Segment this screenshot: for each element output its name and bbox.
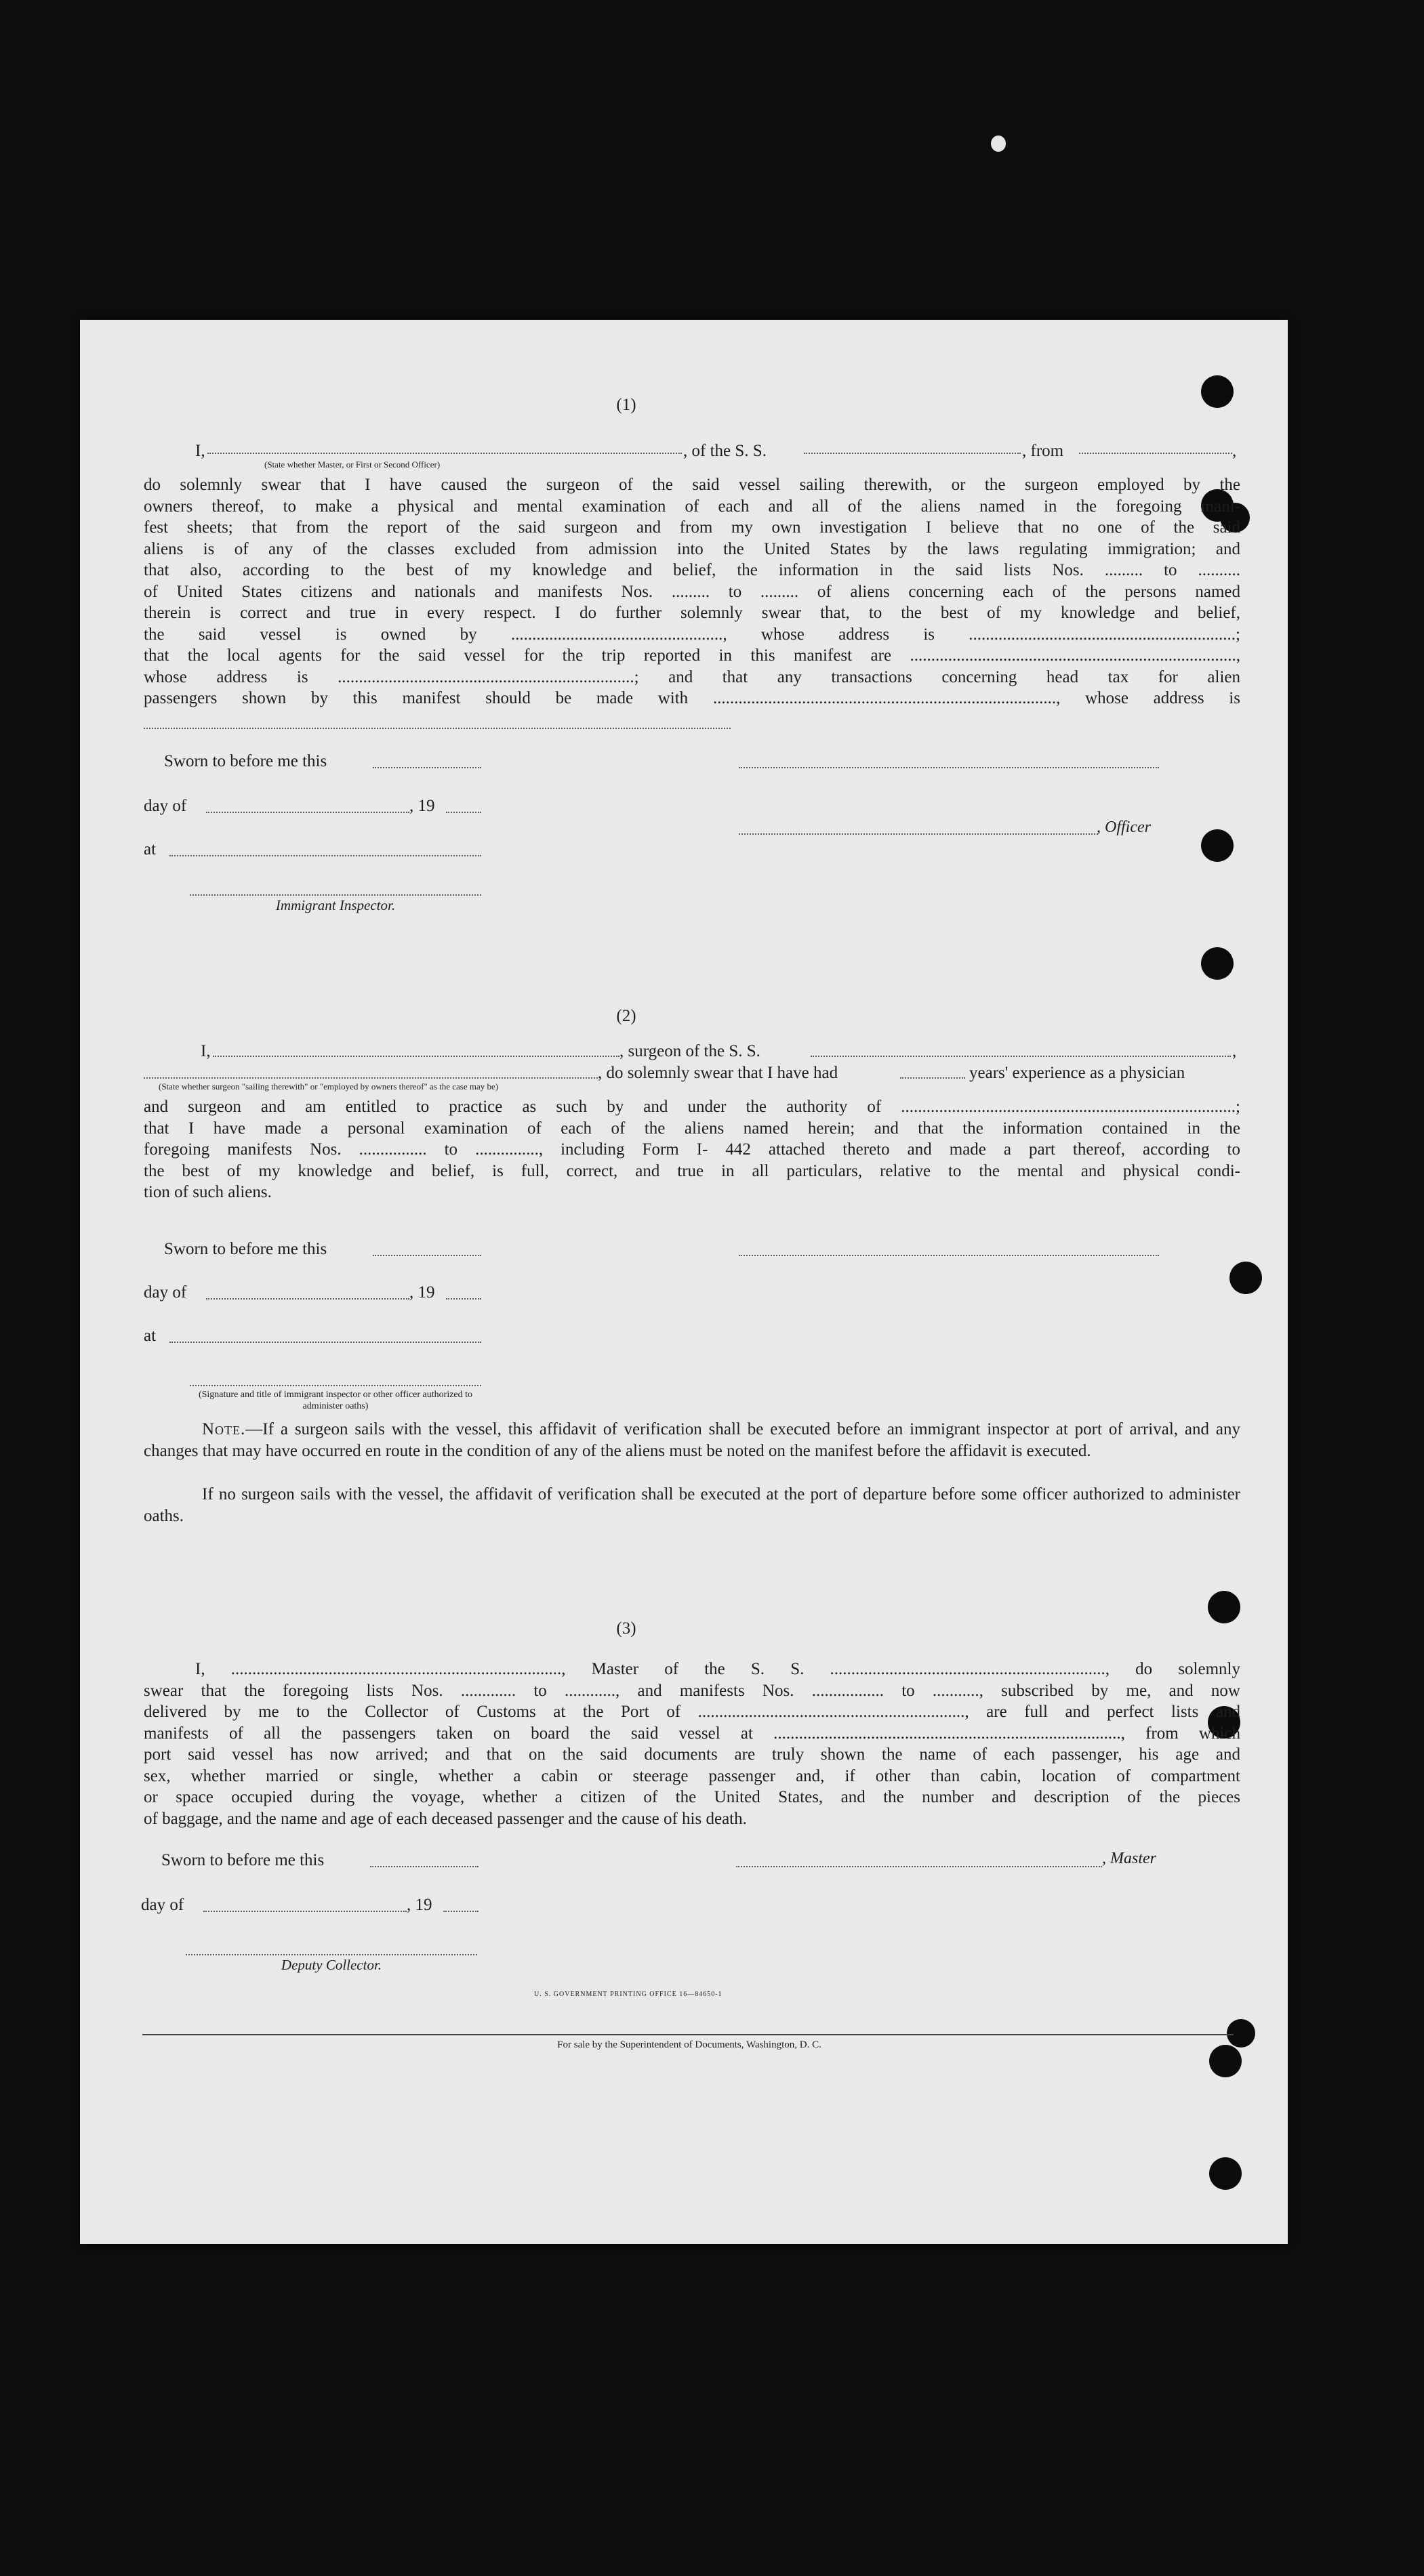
oath-line: passengers shown by this manifest should be made with ................................................................................., whose address is <box>144 689 1240 707</box>
of-the-ss-label: , of the S. S. <box>683 442 767 460</box>
punch-hole <box>1208 1591 1240 1623</box>
authorized-officer-signature-field[interactable] <box>190 1385 481 1386</box>
surgeon-status-field[interactable] <box>144 1077 598 1079</box>
oath-line: the best of my knowledge and belief, is full, correct, and true in all particulars, relative to the mental and physical condi- <box>144 1161 1240 1180</box>
day-of-field[interactable] <box>203 1911 407 1912</box>
surgeon-status-caption: (State whether surgeon "sailing therewith" or "employed by owners thereof" as the case may be) <box>159 1081 499 1092</box>
oath-line: owners thereof, to make a physical and mental examination of each and all of the aliens named in the foregoing mani- <box>144 497 1240 516</box>
punch-hole <box>1201 947 1234 980</box>
sworn-day-field[interactable] <box>373 767 481 768</box>
year-label: , 19 <box>407 1896 432 1914</box>
at-label: at <box>144 1327 157 1345</box>
section-3-oath-text <box>144 1659 1240 1829</box>
oath-line: therein is correct and true in every respect. I do further solemnly swear that, to the best of my knowledge and belief, <box>144 604 1240 622</box>
address-continuation-field[interactable] <box>144 728 731 729</box>
oath-line: fest sheets; that from the report of the said surgeon and from my own investigation I believe that no one of the said <box>144 518 1240 537</box>
deputy-collector-label: Deputy Collector. <box>281 1957 382 1973</box>
master-label: , Master <box>1102 1850 1156 1867</box>
section-1-i: I, <box>195 442 205 460</box>
at-label: at <box>144 840 157 858</box>
sworn-label: Sworn to before me this <box>164 752 327 770</box>
sworn-label: Sworn to before me this <box>164 1240 327 1258</box>
surgeon-note <box>144 1419 1240 1461</box>
year-field[interactable] <box>446 1298 481 1300</box>
oath-line: manifests of all the passengers taken on board the said vessel at .................................................................................., from which <box>144 1724 1240 1743</box>
day-of-label: day of <box>144 1283 187 1302</box>
oath-line: tion of such aliens. <box>144 1183 272 1201</box>
do-solemnly-label: , do solemnly swear that I have had <box>598 1064 838 1082</box>
note-text: —If a surgeon sails with the vessel, this affidavit of verification shall be executed before an immigrant inspector at port of arrival, and any changes that may have occurred en route in the condition of any of the aliens must be noted on the manifest before the affidavit is executed. <box>144 1420 1240 1460</box>
sworn-day-field[interactable] <box>370 1866 479 1867</box>
day-of-label: day of <box>141 1896 184 1914</box>
manifest-page <box>80 320 1288 2244</box>
section-3-number: (3) <box>616 1619 636 1638</box>
oath-line: whose address is ......................................................................; and that any transactions concerning head tax for alien <box>144 667 1240 686</box>
oath-line: that I have made a personal examination of each of the aliens named herein; and that the information contained in the <box>144 1119 1240 1138</box>
from-label: , from <box>1022 442 1064 460</box>
year-field[interactable] <box>446 812 481 813</box>
signature-caption: (Signature and title of immigrant inspector or other officer authorized to administer oaths) <box>198 1390 473 1411</box>
section-1-number: (1) <box>616 396 636 414</box>
immigrant-inspector-label: Immigrant Inspector. <box>275 897 396 913</box>
oath-line: sex, whether married or single, whether a cabin or steerage passenger and, if other than cabin, location of compartment <box>144 1766 1240 1785</box>
day-of-label: day of <box>144 797 187 815</box>
vessel-name-field[interactable] <box>804 453 1021 454</box>
oath-line: that the local agents for the said vessel for the trip reported in this manifest are ............................................................................., <box>144 646 1240 665</box>
oath-line: that also, according to the best of my knowledge and belief, the information in the said lists Nos. ......... to .......... <box>144 561 1240 579</box>
from-port-field[interactable] <box>1079 453 1232 454</box>
day-of-field[interactable] <box>206 1298 409 1300</box>
note-text: If no surgeon sails with the vessel, the affidavit of verification shall be executed at the port of departure before some officer authorized to administer oaths. <box>144 1485 1240 1525</box>
collector-signature-field[interactable] <box>186 1954 477 1955</box>
punch-hole <box>1229 1262 1262 1294</box>
master-signature-field[interactable] <box>736 1866 1102 1867</box>
oath-line: of United States citizens and nationals and manifests Nos. ......... to ......... of aliens concerning each of the persons named <box>144 582 1240 601</box>
section-1-oath-text <box>144 474 1240 709</box>
section-2-oath-text <box>144 1096 1240 1203</box>
comma: , <box>1232 1042 1237 1060</box>
at-place-field[interactable] <box>169 855 481 856</box>
officer-signature-top-field[interactable] <box>739 767 1159 768</box>
surgeon-name-field[interactable] <box>213 1056 619 1057</box>
footer-text: For sale by the Superintendent of Documents, Washington, D. C. <box>557 2039 821 2050</box>
sworn-label: Sworn to before me this <box>161 1851 325 1869</box>
printing-office-line: U. S. GOVERNMENT PRINTING OFFICE 16—84650-1 <box>534 1991 723 1998</box>
officer-label: , Officer <box>1097 818 1151 836</box>
oath-line: swear that the foregoing lists Nos. ............. to ............, and manifests Nos. ................. to ..........., subscribed by me, and now <box>144 1681 1240 1700</box>
years-experience-label: years' experience as a physician <box>969 1064 1185 1082</box>
oath-line: port said vessel has now arrived; and that on the said documents are truly shown the name of each passenger, his age and <box>144 1745 1240 1764</box>
oath-line: do solemnly swear that I have caused the surgeon of the said vessel sailing therewith, or the surgeon employed by the <box>144 476 1240 494</box>
surgeon-vessel-field[interactable] <box>811 1056 1231 1057</box>
oath-line: I, .............................................................................., Master of the S. S. ................................................................., do solemnly <box>195 1660 1240 1678</box>
year-field[interactable] <box>443 1911 479 1912</box>
rank-field[interactable] <box>207 453 682 454</box>
section-2-number: (2) <box>616 1007 636 1025</box>
at-place-field[interactable] <box>169 1342 481 1343</box>
punch-hole <box>1201 375 1234 408</box>
oath-line: foregoing manifests Nos. ................ to ..............., including Form I- 442 attached thereto and made a part thereof, according to <box>144 1140 1240 1159</box>
oath-line: aliens is of any of the classes excluded from admission into the United States by the laws regulating immigration; and <box>144 539 1240 558</box>
footer-rule <box>142 2034 1234 2035</box>
oath-line: or space occupied during the voyage, whether a citizen of the United States, and the number and description of the pieces <box>144 1788 1240 1806</box>
dust-speck <box>991 136 1006 152</box>
note-label: Note. <box>202 1420 246 1438</box>
oath-line: of baggage, and the name and age of each deceased passenger and the cause of his death. <box>144 1809 747 1828</box>
rank-caption: (State whether Master, or First or Second Officer) <box>264 459 441 470</box>
punch-hole <box>1209 2157 1242 2190</box>
day-of-field[interactable] <box>206 812 409 813</box>
years-field[interactable] <box>900 1077 965 1079</box>
inspector-signature-field[interactable] <box>190 894 481 896</box>
surgeon-of-ss-label: , surgeon of the S. S. <box>619 1042 760 1060</box>
oath-line: the said vessel is owned by .................................................., whose address is ...............................................................; <box>144 625 1240 644</box>
section-2-i: I, <box>201 1042 211 1060</box>
sworn-day-field[interactable] <box>373 1255 481 1256</box>
year-label: , 19 <box>409 1283 435 1302</box>
year-label: , 19 <box>409 797 435 815</box>
no-surgeon-note <box>144 1484 1240 1526</box>
oath-line: delivered by me to the Collector of Customs at the Port of ..............................................................., are full and perfect lists and <box>144 1703 1240 1721</box>
officer-signature-field[interactable] <box>739 833 1098 835</box>
comma: , <box>1232 442 1237 460</box>
punch-hole <box>1201 829 1234 862</box>
surgeon-signature-field[interactable] <box>739 1255 1159 1256</box>
oath-line: and surgeon and am entitled to practice as such by and under the authority of ...............................................................................; <box>144 1098 1240 1116</box>
